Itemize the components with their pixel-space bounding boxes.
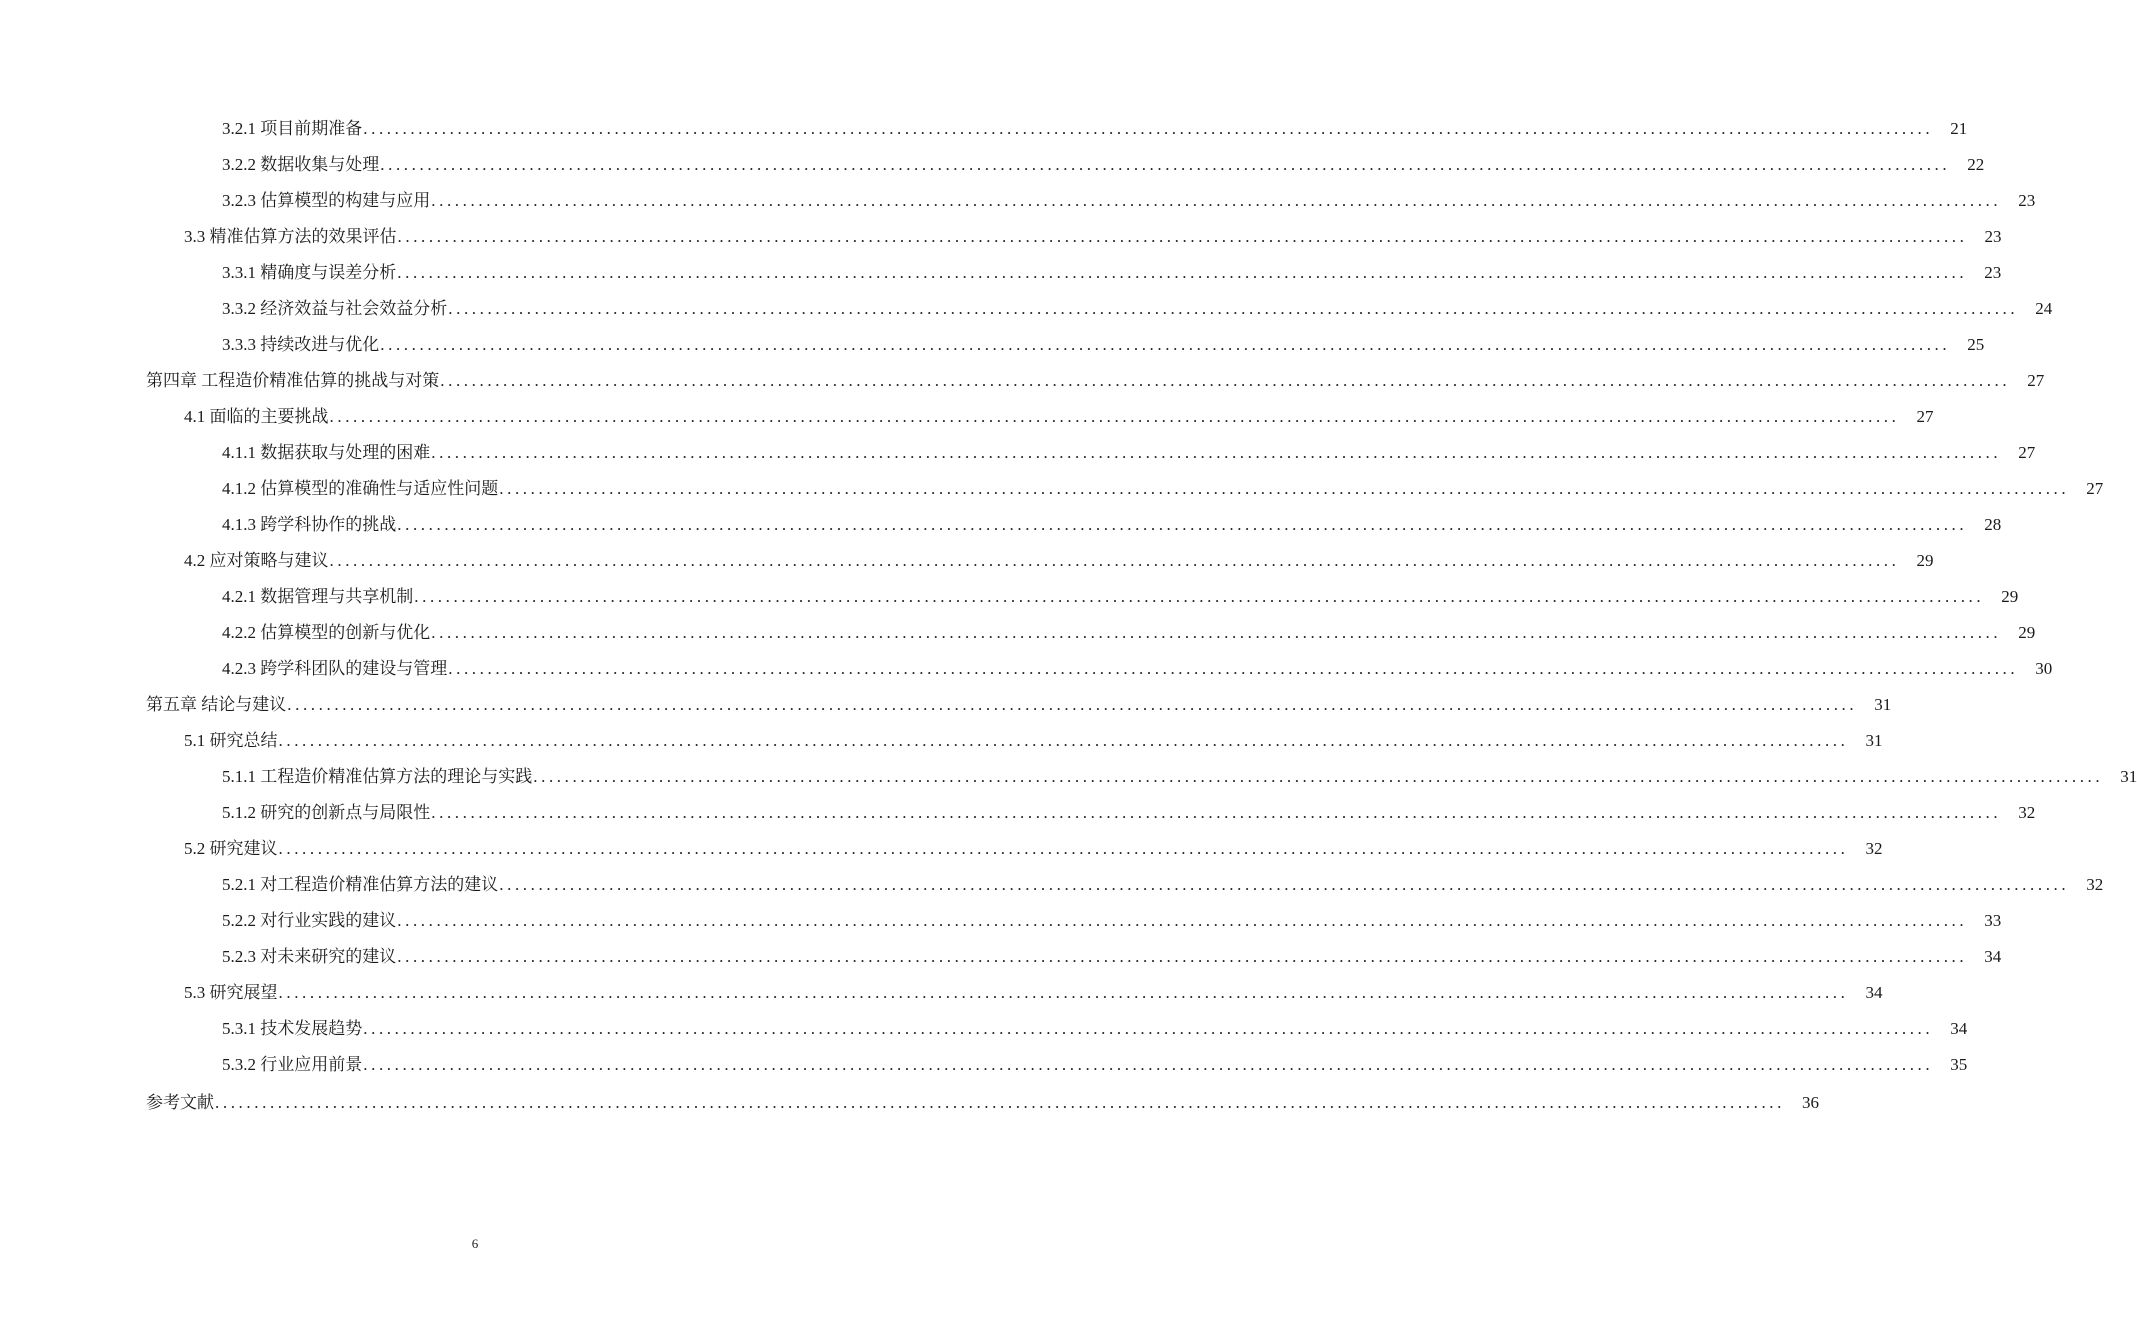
toc-entry-title: 5.1.2 研究的创新点与局限性: [222, 803, 431, 822]
toc-entry[interactable]: [184, 974, 1883, 1004]
toc-leader-dots: ........................................................................................................................................................................................................: [414, 587, 1985, 606]
toc-entry[interactable]: [222, 470, 2104, 500]
toc-leader-dots: ........................................................................................................................................................................................................: [499, 479, 2070, 498]
toc-entry-title: 3.2.2 数据收集与处理: [222, 155, 380, 174]
toc-entry[interactable]: [222, 650, 2053, 680]
toc-entry[interactable]: [222, 1010, 1968, 1040]
toc-entry-title: 5.2.2 对行业实践的建议: [222, 911, 397, 930]
toc-entry[interactable]: [146, 686, 1892, 716]
toc-entry-title: 5.2 研究建议: [184, 839, 278, 858]
toc-entry-title: 3.3 精准估算方法的效果评估: [184, 227, 397, 246]
toc-entry-page: 34: [1865, 983, 1883, 1002]
toc-leader-dots: ........................................................................................................................................................................................................: [397, 263, 1968, 282]
toc-entry-title: 3.2.1 项目前期准备: [222, 119, 363, 138]
toc-entry-page: 34: [1950, 1019, 1968, 1038]
toc-entry[interactable]: [184, 218, 2002, 248]
toc-entry-title: 5.2.1 对工程造价精准估算方法的建议: [222, 875, 499, 894]
toc-entry-page: 32: [2086, 875, 2104, 894]
toc-leader-dots: ........................................................................................................................................................................................................: [363, 1055, 1934, 1074]
toc-leader-dots: ........................................................................................................................................................................................................: [533, 767, 2104, 786]
toc-entry-page: 29: [1916, 551, 1934, 570]
toc-entry-page: 22: [1967, 155, 1985, 174]
toc-entry[interactable]: [222, 110, 1968, 140]
toc-entry-title: 4.2.2 估算模型的创新与优化: [222, 623, 431, 642]
toc-entry[interactable]: [184, 722, 1883, 752]
toc-entry-title: 5.3.1 技术发展趋势: [222, 1019, 363, 1038]
toc-entry-title: 4.2.1 数据管理与共享机制: [222, 587, 414, 606]
toc-leader-dots: ........................................................................................................................................................................................................: [448, 299, 2019, 318]
toc-entry[interactable]: [222, 578, 2019, 608]
toc-entry-page: 23: [1984, 227, 2002, 246]
toc-entry-title: 5.3 研究展望: [184, 983, 278, 1002]
toc-entry-page: 34: [1984, 947, 2002, 966]
toc-entry[interactable]: [184, 542, 1934, 572]
toc-entry[interactable]: [222, 182, 2036, 212]
toc-entry-title: 3.3.3 持续改进与优化: [222, 335, 380, 354]
toc-entry[interactable]: [222, 938, 2002, 968]
toc-entry[interactable]: [222, 758, 2137, 788]
toc-entry-page: 35: [1950, 1055, 1968, 1074]
toc-entry-title: 5.1.1 工程造价精准估算方法的理论与实践: [222, 767, 533, 786]
toc-entry-page: 32: [2018, 803, 2036, 822]
toc-leader-dots: ........................................................................................................................................................................................................: [215, 1093, 1785, 1112]
toc-entry-page: 28: [1984, 515, 2002, 534]
toc-entry-title: 4.2 应对策略与建议: [184, 551, 329, 570]
toc-leader-dots: ........................................................................................................................................................................................................: [363, 1019, 1934, 1038]
toc-entry-title: 4.1.1 数据获取与处理的困难: [222, 443, 431, 462]
toc-entry-title: 4.1 面临的主要挑战: [184, 407, 329, 426]
page-number: 6: [471, 1236, 479, 1251]
toc-entry[interactable]: [222, 146, 1985, 176]
toc-entry-page: 23: [2018, 191, 2036, 210]
toc-leader-dots: ........................................................................................................................................................................................................: [397, 911, 1968, 930]
toc-entry-page: 30: [2035, 659, 2053, 678]
toc-leader-dots: ........................................................................................................................................................................................................: [397, 227, 1968, 246]
toc-entry-page: 31: [1865, 731, 1883, 750]
toc-leader-dots: ........................................................................................................................................................................................................: [329, 551, 1900, 570]
toc-leader-dots: ........................................................................................................................................................................................................: [287, 695, 1858, 714]
toc-entry-page: 29: [2018, 623, 2036, 642]
toc-entry-page: 33: [1984, 911, 2002, 930]
toc-leader-dots: ........................................................................................................................................................................................................: [397, 947, 1968, 966]
toc-leader-dots: ........................................................................................................................................................................................................: [329, 407, 1900, 426]
toc-entry-title: 4.1.3 跨学科协作的挑战: [222, 515, 397, 534]
toc-entry-page: 25: [1967, 335, 1985, 354]
toc-entry-title: 3.2.3 估算模型的构建与应用: [222, 191, 431, 210]
toc-entry[interactable]: [146, 362, 2045, 392]
toc-leader-dots: ........................................................................................................................................................................................................: [363, 119, 1934, 138]
toc-entry[interactable]: [222, 794, 2036, 824]
toc-entry[interactable]: [184, 398, 1934, 428]
toc-leader-dots: ........................................................................................................................................................................................................: [431, 623, 2002, 642]
toc-entry-title: 4.2.3 跨学科团队的建设与管理: [222, 659, 448, 678]
toc-entry[interactable]: [146, 1084, 1819, 1114]
toc-entry-title: 第四章 工程造价精准估算的挑战与对策: [146, 371, 440, 390]
toc-leader-dots: ........................................................................................................................................................................................................: [431, 443, 2002, 462]
toc-entry[interactable]: [184, 830, 1883, 860]
toc-entry-page: 31: [2120, 767, 2137, 786]
toc-entry-page: 29: [2001, 587, 2019, 606]
toc-entry-title: 3.3.1 精确度与误差分析: [222, 263, 397, 282]
toc-entry[interactable]: [222, 434, 2036, 464]
toc-leader-dots: ........................................................................................................................................................................................................: [278, 839, 1849, 858]
toc-leader-dots: ........................................................................................................................................................................................................: [440, 371, 2011, 390]
toc-entry-page: 27: [2027, 371, 2045, 390]
toc-entry[interactable]: [222, 614, 2036, 644]
toc-entry-title: 4.1.2 估算模型的准确性与适应性问题: [222, 479, 499, 498]
toc-entry[interactable]: [222, 902, 2002, 932]
toc-leader-dots: ........................................................................................................................................................................................................: [431, 803, 2002, 822]
toc-leader-dots: ........................................................................................................................................................................................................: [380, 155, 1951, 174]
toc-entry-page: 32: [1865, 839, 1883, 858]
toc-entry-page: 21: [1950, 119, 1968, 138]
toc-leader-dots: ........................................................................................................................................................................................................: [431, 191, 2002, 210]
toc-entry[interactable]: [222, 326, 1985, 356]
toc-entry[interactable]: [222, 506, 2002, 536]
toc-entry-page: 36: [1802, 1093, 1819, 1112]
toc-entry[interactable]: [222, 290, 2053, 320]
toc-entry-title: 5.3.2 行业应用前景: [222, 1055, 363, 1074]
toc-leader-dots: ........................................................................................................................................................................................................: [448, 659, 2019, 678]
toc-entry-title: 5.1 研究总结: [184, 731, 278, 750]
toc-entry-page: 23: [1984, 263, 2002, 282]
toc-entry-page: 24: [2035, 299, 2053, 318]
toc-entry-page: 27: [2018, 443, 2036, 462]
toc-entry-page: 27: [2086, 479, 2104, 498]
toc-leader-dots: ........................................................................................................................................................................................................: [278, 731, 1849, 750]
toc-leader-dots: ........................................................................................................................................................................................................: [278, 983, 1849, 1002]
toc-entry[interactable]: [222, 866, 2104, 896]
toc-leader-dots: ........................................................................................................................................................................................................: [499, 875, 2070, 894]
toc-entry-title: 参考文献: [146, 1093, 214, 1112]
toc-entry[interactable]: [222, 1046, 1968, 1076]
toc-entry-page: 31: [1874, 695, 1892, 714]
toc-leader-dots: ........................................................................................................................................................................................................: [397, 515, 1968, 534]
toc-entry-title: 5.2.3 对未来研究的建议: [222, 947, 397, 966]
toc-entry-page: 27: [1916, 407, 1934, 426]
toc-entry-title: 第五章 结论与建议: [146, 695, 287, 714]
toc-entry[interactable]: [222, 254, 2002, 284]
toc-leader-dots: ........................................................................................................................................................................................................: [380, 335, 1951, 354]
toc-entry-title: 3.3.2 经济效益与社会效益分析: [222, 299, 448, 318]
